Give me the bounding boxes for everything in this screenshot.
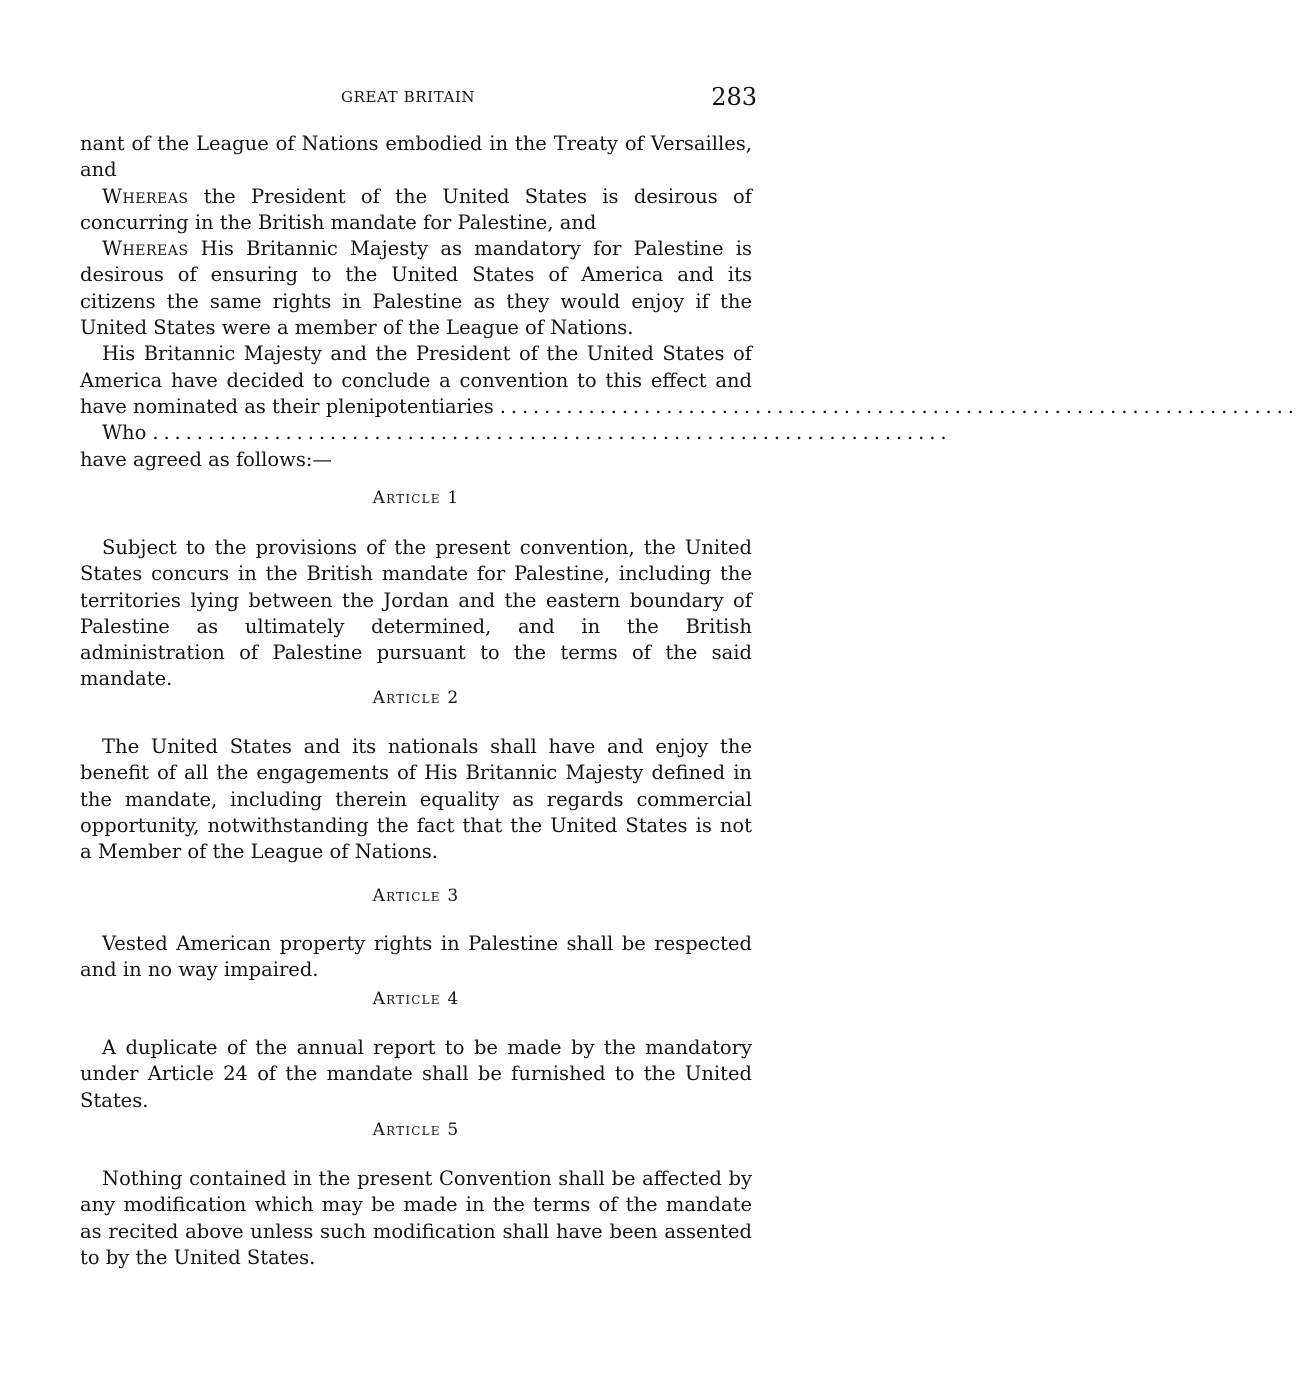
article-text: Subject to the provisions of the present convention, the United States concurs in the British mandate for Palestine, including the territories lying between the Jordan and the eastern boundary of Palestine as ultimately determined, and in the British administration of Palestine pursuant to the terms of the said mandate. <box>80 536 752 691</box>
article-text: The United States and its nationals shall have and enjoy the benefit of all the engagements of His Britannic Majesty defined in the mandate, including therein equality as regards commercial opportunity, notwithstanding the fact that the United States is not a Member of the League of Nations. <box>80 735 752 864</box>
who-text: Who <box>102 421 147 445</box>
preamble-paragraph-3 <box>80 236 752 341</box>
leader-dots: ........................................................................ <box>152 421 952 445</box>
page-number: 283 <box>711 83 757 111</box>
preamble-paragraph-2 <box>80 184 752 237</box>
article-4-body <box>80 1035 752 1114</box>
preamble-paragraph-2-text: the President of the United States is desirous of concurring in the British mandate for Palestine, and <box>80 184 752 234</box>
preamble <box>80 131 1299 473</box>
article-4 <box>80 989 752 1009</box>
article-1 <box>80 488 752 508</box>
whereas-lead: Whereas <box>102 237 189 261</box>
article-2-body <box>80 734 752 865</box>
article-3-body <box>80 931 752 984</box>
agreed-line: have agreed as follows:— <box>80 447 332 471</box>
plenipotentiaries-text: have nominated as their plenipotentiaries <box>80 394 494 418</box>
article-heading: Article 2 <box>372 688 460 708</box>
article-3 <box>80 886 752 906</box>
preamble-paragraph-4: His Britannic Majesty and the President of the United States of America have decided to conclude a convention to this effect and <box>80 342 752 392</box>
article-text: Nothing contained in the present Convention shall be affected by any modification which may be made in the terms of the mandate as recited above unless such modification shall have been assented to by the United States. <box>80 1167 752 1269</box>
who-line <box>80 420 952 446</box>
leader-dots: ........................................................................ <box>499 394 1299 418</box>
article-heading: Article 1 <box>372 488 460 508</box>
article-5-body <box>80 1166 752 1271</box>
plenipotentiaries-line <box>80 394 1299 420</box>
article-text: Vested American property rights in Palestine shall be respected and in no way impaired. <box>80 932 752 982</box>
article-1-body <box>80 535 752 693</box>
article-2 <box>80 688 752 708</box>
running-head: GREAT BRITAIN <box>341 88 476 106</box>
whereas-lead: Whereas <box>102 184 189 208</box>
preamble-paragraph-1: nant of the League of Nations embodied in the Treaty of Versailles, and <box>80 132 752 182</box>
article-5 <box>80 1120 752 1140</box>
article-heading: Article 5 <box>372 1120 460 1140</box>
article-heading: Article 3 <box>372 886 460 906</box>
article-heading: Article 4 <box>372 989 460 1009</box>
article-text: A duplicate of the annual report to be made by the mandatory under Article 24 of the mandate shall be furnished to the United States. <box>80 1036 752 1112</box>
preamble-paragraph-3-text: His Britannic Majesty as mandatory for Palestine is desirous of ensuring to the United States of America and its citizens the same rights in Palestine as they would enjoy if the United States were a member of the League of Nations. <box>80 237 752 340</box>
